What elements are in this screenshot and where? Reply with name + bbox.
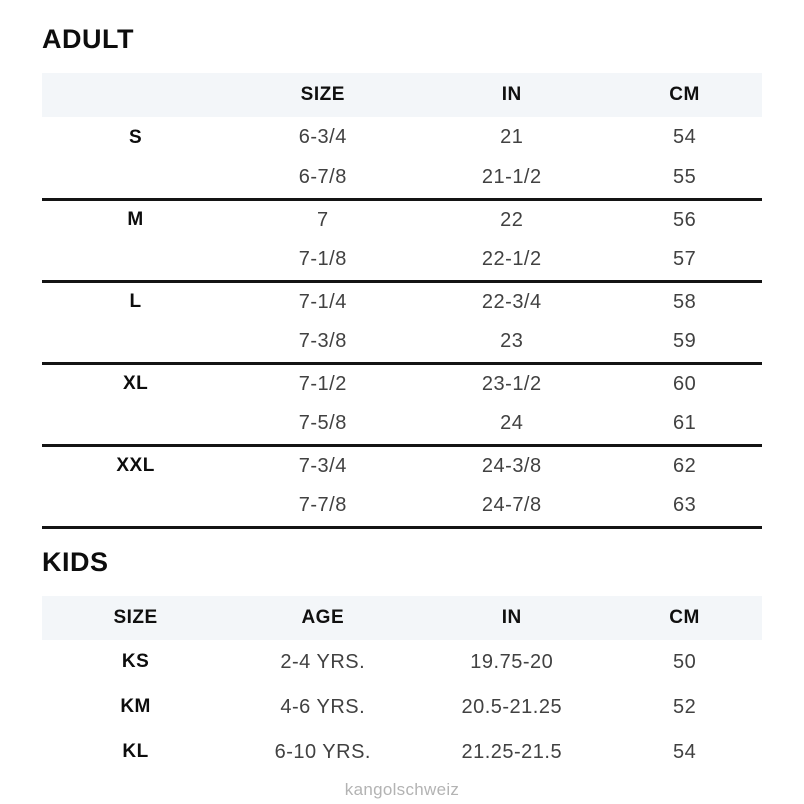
column-header-size: SIZE xyxy=(113,606,158,628)
age-cell: 6-10 YRS. xyxy=(274,740,371,763)
hat-size-cell: 7-1/8 xyxy=(229,240,416,281)
table-row xyxy=(42,486,762,527)
kids-header-row xyxy=(42,596,762,640)
table-row xyxy=(42,640,762,685)
inches-cell: 20.5-21.25 xyxy=(461,695,563,718)
age-cell: 2-4 YRS. xyxy=(280,650,366,673)
table-row xyxy=(42,445,762,486)
column-header-blank xyxy=(42,73,229,117)
kids-size-table xyxy=(42,596,762,775)
inches-cell: 24 xyxy=(416,404,607,445)
cm-cell: 62 xyxy=(672,454,697,477)
table-row xyxy=(42,117,762,158)
cm-cell: 55 xyxy=(607,158,762,199)
inches-cell: 23-1/2 xyxy=(481,372,542,395)
inches-cell: 21 xyxy=(500,126,524,149)
hat-size-cell: 7-3/8 xyxy=(229,322,416,363)
cm-cell: 60 xyxy=(672,372,697,395)
size-label-cell: S xyxy=(129,126,143,148)
adult-size-table xyxy=(42,73,762,529)
table-row xyxy=(42,363,762,404)
inches-cell: 21.25-21.5 xyxy=(461,740,563,763)
column-header-size: SIZE xyxy=(300,84,345,106)
size-label-cell: M xyxy=(127,209,144,231)
inches-cell: 24-3/8 xyxy=(481,454,542,477)
column-header-in: IN xyxy=(501,84,522,106)
table-row xyxy=(42,322,762,363)
cm-cell: 58 xyxy=(672,290,697,313)
inches-cell: 22 xyxy=(500,208,524,231)
size-label-cell: XXL xyxy=(116,455,155,477)
table-row xyxy=(42,240,762,281)
table-row xyxy=(42,199,762,240)
cm-cell: 56 xyxy=(672,208,697,231)
size-label-cell xyxy=(42,158,229,199)
size-label-cell: KS xyxy=(121,651,150,673)
cm-cell: 54 xyxy=(672,740,697,763)
inches-cell: 24-7/8 xyxy=(416,486,607,527)
hat-size-cell: 7-1/4 xyxy=(298,290,347,313)
cm-cell: 59 xyxy=(607,322,762,363)
cm-cell: 57 xyxy=(607,240,762,281)
size-label-cell: KL xyxy=(122,741,149,763)
hat-size-cell: 7-1/2 xyxy=(298,372,347,395)
table-row xyxy=(42,404,762,445)
cm-cell: 54 xyxy=(672,126,697,149)
watermark-text: kangolschweiz xyxy=(344,779,460,799)
inches-cell: 23 xyxy=(416,322,607,363)
size-label-cell xyxy=(42,322,229,363)
size-label-cell xyxy=(42,404,229,445)
kids-section-title: KIDS xyxy=(42,546,109,577)
hat-size-cell: 7-7/8 xyxy=(229,486,416,527)
size-label-cell: L xyxy=(129,291,142,313)
cm-cell: 50 xyxy=(672,650,697,673)
column-header-in: IN xyxy=(501,606,522,628)
hat-size-cell: 6-7/8 xyxy=(229,158,416,199)
cm-cell: 61 xyxy=(607,404,762,445)
adult-section-title: ADULT xyxy=(42,24,134,54)
column-header-cm: CM xyxy=(669,84,700,106)
adult-header-row xyxy=(42,73,762,117)
inches-cell: 21-1/2 xyxy=(416,158,607,199)
cm-cell: 52 xyxy=(672,695,697,718)
hat-size-cell: 7-3/4 xyxy=(298,454,347,477)
table-row xyxy=(42,685,762,730)
hat-size-cell: 6-3/4 xyxy=(298,126,347,149)
column-header-cm: CM xyxy=(669,606,700,628)
hat-size-cell: 7-5/8 xyxy=(229,404,416,445)
size-label-cell: XL xyxy=(122,373,149,395)
table-row xyxy=(42,730,762,775)
inches-cell: 22-3/4 xyxy=(481,290,542,313)
inches-cell: 19.75-20 xyxy=(470,650,554,673)
size-label-cell: KM xyxy=(120,696,151,718)
size-label-cell xyxy=(42,240,229,281)
size-label-cell xyxy=(42,486,229,527)
table-row xyxy=(42,281,762,322)
hat-size-cell: 7 xyxy=(316,208,329,231)
cm-cell: 63 xyxy=(607,486,762,527)
column-header-age: AGE xyxy=(301,606,345,628)
inches-cell: 22-1/2 xyxy=(416,240,607,281)
table-row xyxy=(42,158,762,199)
age-cell: 4-6 YRS. xyxy=(280,695,366,718)
